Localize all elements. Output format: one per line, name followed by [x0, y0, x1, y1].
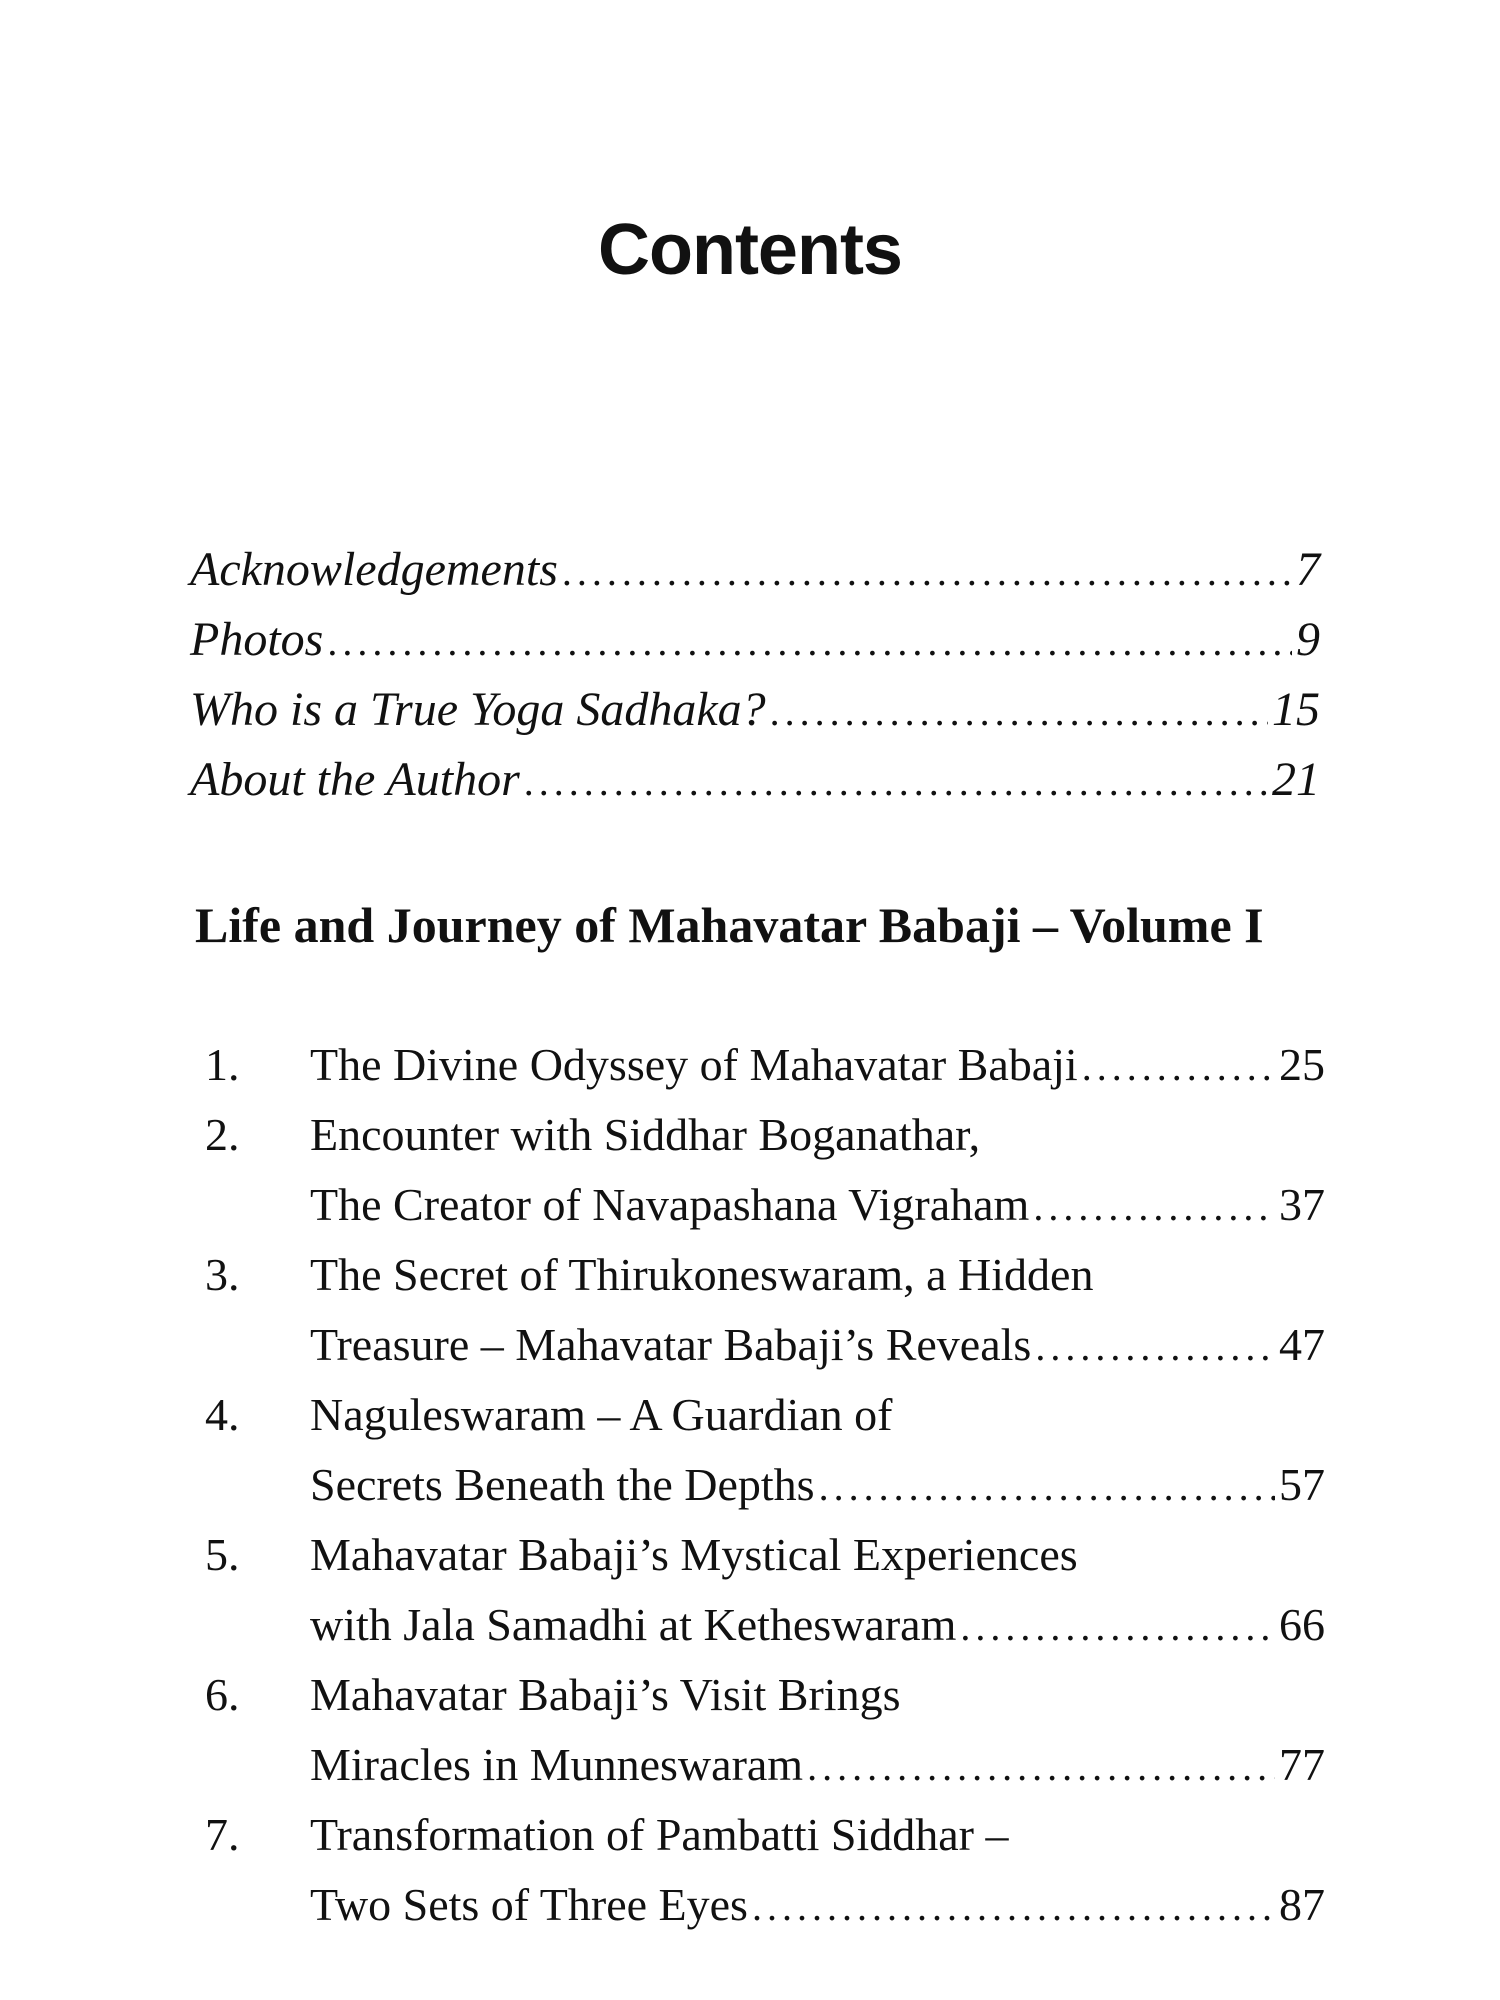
chapter-title-line-2	[310, 1450, 1325, 1520]
chapter-page-number: 87	[1279, 1879, 1325, 1930]
dot-leader	[960, 1592, 1275, 1662]
chapter-title-line-1: The Secret of Thirukoneswaram, a Hidden	[310, 1249, 1094, 1300]
toc-entry-acknowledgements[interactable]	[190, 535, 1320, 605]
chapter-number: 6.	[205, 1669, 240, 1720]
chapter-title-line-1: Naguleswaram – A Guardian of	[310, 1389, 893, 1440]
chapter-number: 7.	[205, 1809, 240, 1860]
dot-leader	[562, 537, 1292, 607]
front-matter-list	[190, 535, 1320, 815]
dot-leader	[819, 1452, 1275, 1522]
dot-leader	[1082, 1032, 1275, 1102]
chapter-body	[310, 1100, 1325, 1240]
chapter-title: Two Sets of Three Eyes	[310, 1879, 748, 1930]
chapter-number: 2.	[205, 1109, 240, 1160]
chapter-title: Miracles in Munneswaram	[310, 1739, 804, 1790]
chapter-body	[310, 1030, 1325, 1100]
chapter-page-number: 77	[1279, 1739, 1325, 1790]
chapter-body	[310, 1240, 1325, 1380]
chapter-title: Treasure – Mahavatar Babaji’s Reveals	[310, 1319, 1032, 1370]
chapter-number: 5.	[205, 1529, 240, 1580]
chapter-entry-1[interactable]	[205, 1030, 1325, 1100]
volume-heading: Life and Journey of Mahavatar Babaji – Volume I	[195, 897, 1264, 953]
chapter-title-line-2	[310, 1170, 1325, 1240]
toc-entry-page-number: 15	[1272, 683, 1320, 736]
page-title: Contents	[598, 210, 902, 290]
chapter-title-line-1: Encounter with Siddhar Boganathar,	[310, 1109, 981, 1160]
chapter-entry-3[interactable]	[205, 1240, 1325, 1380]
chapter-title: Secrets Beneath the Depths	[310, 1459, 815, 1510]
chapter-entry-6[interactable]	[205, 1660, 1325, 1800]
chapter-body	[310, 1660, 1325, 1800]
chapter-page-number: 37	[1279, 1179, 1325, 1230]
chapter-page-number: 66	[1279, 1599, 1325, 1650]
chapter-list	[205, 1030, 1325, 1940]
toc-entry-title: Photos	[190, 613, 324, 666]
chapter-body	[310, 1380, 1325, 1520]
chapter-number: 3.	[205, 1249, 240, 1300]
toc-entry-page-number: 7	[1296, 543, 1320, 596]
chapter-title-line-2	[310, 1730, 1325, 1800]
toc-entry-title: About the Author	[190, 753, 520, 806]
chapter-title: The Divine Odyssey of Mahavatar Babaji	[310, 1039, 1078, 1090]
toc-entry-title: Acknowledgements	[190, 543, 558, 596]
chapter-title: The Creator of Navapashana Vigraham	[310, 1179, 1030, 1230]
chapter-page-number: 47	[1279, 1319, 1325, 1370]
toc-entry-about-the-author[interactable]	[190, 745, 1320, 815]
chapter-title-line-1: Mahavatar Babaji’s Visit Brings	[310, 1669, 901, 1720]
dot-leader	[1035, 1312, 1275, 1382]
toc-entry-page-number: 21	[1272, 753, 1320, 806]
chapter-title: with Jala Samadhi at Ketheswaram	[310, 1599, 957, 1650]
chapter-title-line	[310, 1030, 1325, 1100]
chapter-title-line-1: Transformation of Pambatti Siddhar –	[310, 1809, 1009, 1860]
chapter-title-line-2	[310, 1870, 1325, 1940]
chapter-title-line-2	[310, 1310, 1325, 1380]
dot-leader	[1033, 1172, 1275, 1242]
dot-leader	[770, 677, 1268, 747]
chapter-entry-4[interactable]	[205, 1380, 1325, 1520]
toc-entry-page-number: 9	[1296, 613, 1320, 666]
dot-leader	[752, 1872, 1275, 1942]
dot-leader	[327, 607, 1292, 677]
toc-entry-title: Who is a True Yoga Sadhaka?	[190, 683, 766, 736]
chapter-body	[310, 1800, 1325, 1940]
chapter-page-number: 57	[1279, 1459, 1325, 1510]
dot-leader	[524, 747, 1268, 817]
chapter-number: 1.	[205, 1039, 240, 1090]
chapter-body	[310, 1520, 1325, 1660]
toc-entry-photos[interactable]	[190, 605, 1320, 675]
toc-entry-who-is-a-true-yoga-sadhaka[interactable]	[190, 675, 1320, 745]
chapter-number: 4.	[205, 1389, 240, 1440]
chapter-title-line-1: Mahavatar Babaji’s Mystical Experiences	[310, 1529, 1078, 1580]
chapter-page-number: 25	[1279, 1039, 1325, 1090]
chapter-title-line-2	[310, 1590, 1325, 1660]
chapter-entry-2[interactable]	[205, 1100, 1325, 1240]
chapter-entry-7[interactable]	[205, 1800, 1325, 1940]
dot-leader	[807, 1732, 1275, 1802]
chapter-entry-5[interactable]	[205, 1520, 1325, 1660]
